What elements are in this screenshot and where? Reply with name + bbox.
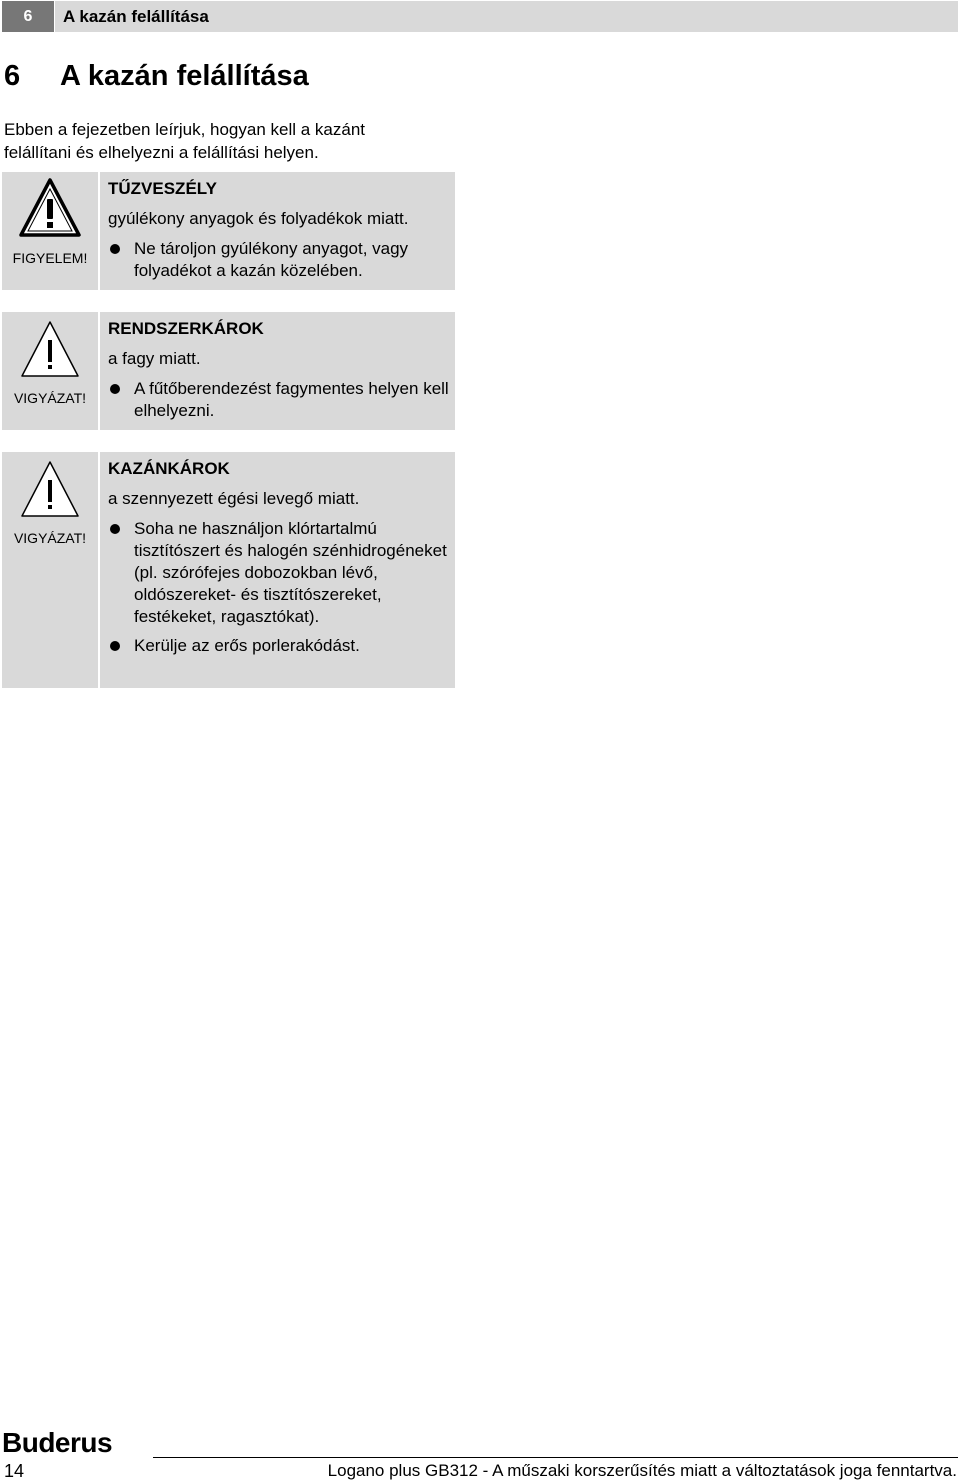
header-chapter-number: 6 <box>2 1 54 32</box>
chapter-title: A kazán felállítása <box>60 60 309 92</box>
caution-triangle-icon <box>18 458 82 520</box>
warning-content <box>108 458 449 664</box>
bullet-text: A fűtőberendezést fagymentes helyen kell elhelyezni. <box>134 379 449 420</box>
header-chapter-title: A kazán felállítása <box>55 1 958 32</box>
warning-box-boiler <box>2 452 455 688</box>
warning-cause: gyúlékony anyagok és folyadékok miatt. <box>108 209 409 228</box>
warning-triangle-icon <box>18 177 82 239</box>
signal-word: VIGYÁZAT! <box>13 530 87 546</box>
warning-heading: TŰZVESZÉLY <box>108 179 217 198</box>
warning-bullets <box>108 238 449 282</box>
intro-paragraph: Ebben a fejezetben leírjuk, hogyan kell a kazánt felállítani és elhelyezni a felállítási helyen. <box>4 120 366 162</box>
brand-logo: Buderus <box>2 1427 113 1458</box>
list-item <box>108 238 449 282</box>
page-number: 14 <box>4 1461 25 1481</box>
bullet-text: Kerülje az erős porlerakódást. <box>134 636 360 655</box>
signal-word: FIGYELEM! <box>12 250 88 266</box>
bullet-text: Ne tároljon gyúlékony anyagot, vagy folyadékot a kazán közelében. <box>134 239 409 280</box>
bullet-text: Soha ne használjon klórtartalmú tisztítószert és halogén szénhidrogéneket (pl. szórófejes dobozokban lévő, oldószereket- és tisztítószereket, festékeket, ragasztókat). <box>134 519 447 626</box>
bullet-dot-icon <box>110 524 120 534</box>
warning-cause: a fagy miatt. <box>108 349 201 368</box>
warning-side-panel <box>2 452 100 688</box>
bullet-dot-icon <box>110 244 120 254</box>
list-item <box>108 518 449 628</box>
warning-heading: RENDSZERKÁROK <box>108 319 264 338</box>
warning-box-frost <box>2 312 455 430</box>
bullet-dot-icon <box>110 641 120 651</box>
signal-word: VIGYÁZAT! <box>13 390 87 406</box>
warning-cause: a szennyezett égési levegő miatt. <box>108 489 360 508</box>
warning-side-panel <box>2 172 100 290</box>
warning-heading: KAZÁNKÁROK <box>108 459 230 478</box>
warning-box-fire <box>2 172 455 290</box>
warning-bullets <box>108 518 449 657</box>
bullet-dot-icon <box>110 384 120 394</box>
warning-content <box>108 178 449 289</box>
caution-triangle-icon <box>18 318 82 380</box>
list-item <box>108 378 449 422</box>
chapter-number: 6 <box>4 60 21 92</box>
footer-text: Logano plus GB312 - A műszaki korszerűsítés miatt a változtatások joga fenntartva. <box>327 1461 957 1480</box>
warning-bullets <box>108 378 449 422</box>
list-item <box>108 635 449 657</box>
warning-content <box>108 318 449 429</box>
chapter-heading <box>4 60 309 93</box>
footer-rule <box>153 1457 958 1458</box>
warning-side-panel <box>2 312 100 430</box>
